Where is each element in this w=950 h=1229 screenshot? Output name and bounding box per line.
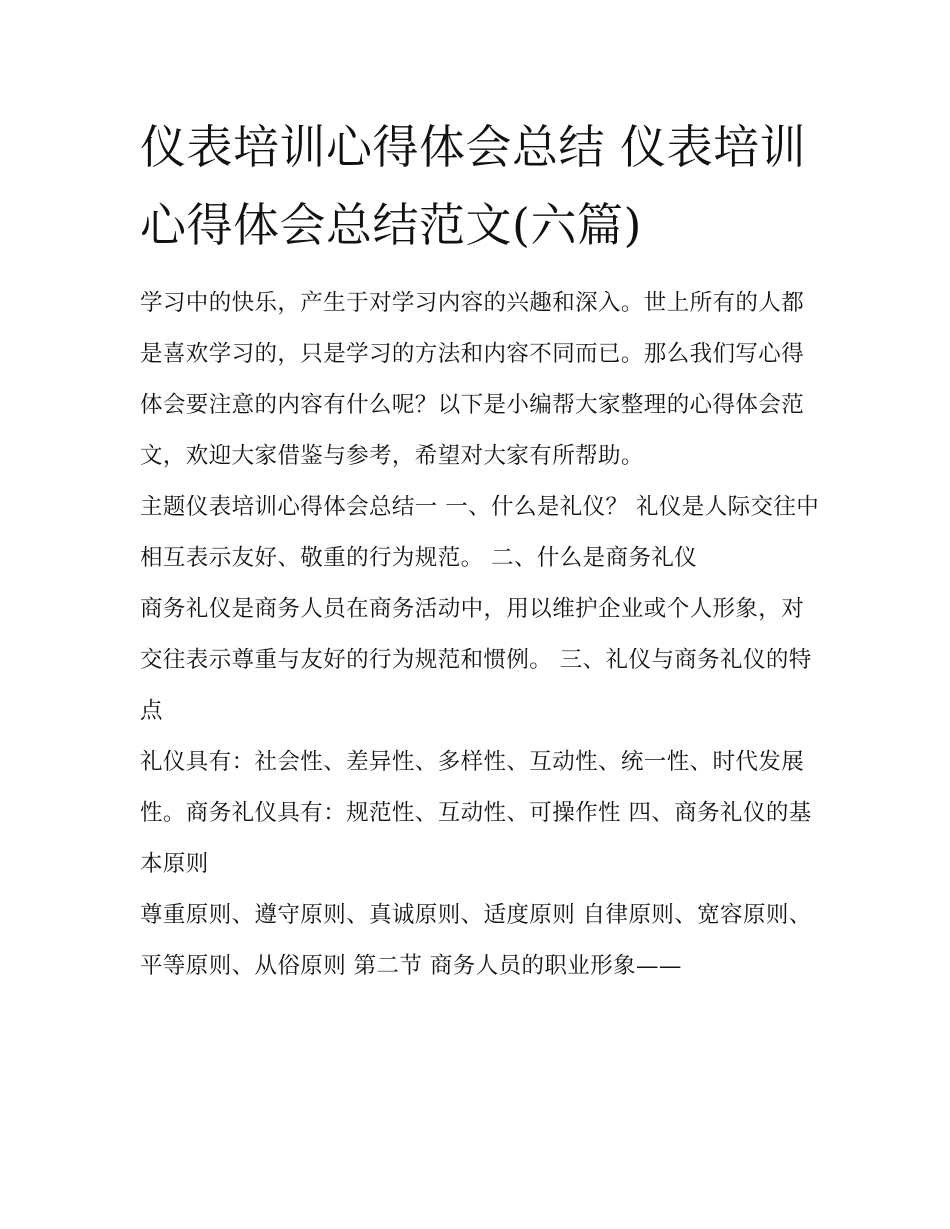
paragraph-business-etiquette: 商务礼仪是商务人员在商务活动中，用以维护企业或个人形象，对交往表示尊重与友好的行为规范和惯例。 三、礼仪与商务礼仪的特点 xyxy=(140,596,812,724)
paragraph-what-is-etiquette: 主题仪表培训心得体会总结一 一、什么是礼仪？ 礼仪是人际交往中相互表示友好、敬重的行为规范。 二、什么是商务礼仪 xyxy=(140,494,820,571)
document-body xyxy=(140,278,820,992)
document-title: 仪表培训心得体会总结 仪表培训心得体会总结范文(六篇) xyxy=(140,120,807,252)
document-page xyxy=(140,108,820,992)
paragraph-intro: 学习中的快乐，产生于对学习内容的兴趣和深入。世上所有的人都是喜欢学习的，只是学习的方法和内容不同而已。那么我们写心得体会要注意的内容有什么呢？以下是小编帮大家整理的心得体会范文，欢迎大家借鉴与参考，希望对大家有所帮助。 xyxy=(140,290,805,469)
paragraph-principles: 尊重原则、遵守原则、真诚原则、适度原则 自律原则、宽容原则、平等原则、从俗原则 第二节 商务人员的职业形象—— xyxy=(140,902,812,979)
paragraph-characteristics: 礼仪具有：社会性、差异性、多样性、互动性、统一性、时代发展性。商务礼仪具有：规范性、互动性、可操作性 四、商务礼仪的基本原则 xyxy=(140,749,812,877)
